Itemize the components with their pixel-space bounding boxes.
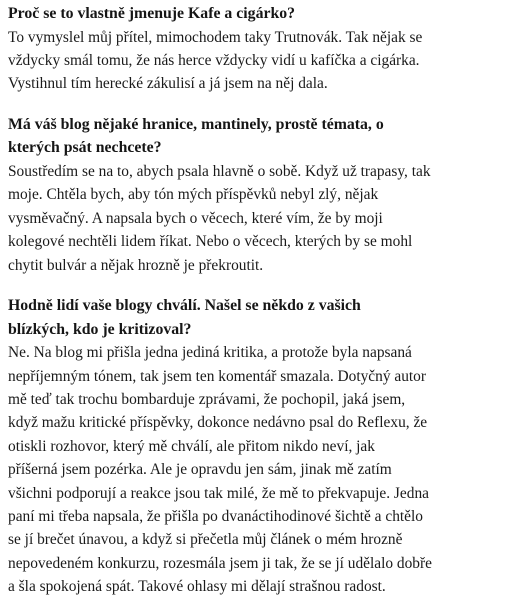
answer-line: Soustředím se na to, abych psala hlavně o sobě. Když už trapasy, tak — [8, 163, 431, 180]
answer-line: všichni podporují a reakce jsou tak milé, že mě to překvapuje. Jedna — [8, 484, 429, 502]
answer-line: moje. Chtěla bych, aby tón mých příspěvků nebyl zlý, nějak — [8, 186, 379, 204]
qa-section-2 — [8, 113, 511, 277]
answer-line: nepovedeném konkurzu, rozesmála jsem ji tak, že se jí udělalo dobře — [8, 554, 432, 572]
qa-section-3 — [8, 294, 511, 599]
interview-article — [8, 2, 511, 616]
answer-line: vždycky smál tomu, že nás herce vždycky vidí u kafíčka a cigárka. — [8, 52, 420, 69]
answer-line: se jí brečet únavou, a když si přečetla můj článek o mém hrozně — [8, 531, 403, 549]
answer-line: otiskli rozhovor, který mě chválí, ale přitom nikdo neví, jak — [8, 437, 375, 455]
question-line: blízkých, kdo je kritizoval? — [8, 320, 192, 338]
answer-line: kolegové nechtěli lidem říkat. Nebo o věcech, kterých by se mohl — [8, 233, 413, 251]
answer-line: Ne. Na blog mi přišla jedna jediná kritika, a protože byla napsaná — [8, 344, 412, 362]
answer-line: když mažu kritické příspěvky, dokonce nedávno psal do Reflexu, že — [8, 414, 428, 432]
question-heading — [8, 113, 511, 160]
answer-line: vysměvačný. A napsala bych o věcech, které vím, že by moji — [8, 209, 383, 227]
question-line: Hodně lidí vaše blogy chválí. Našel se někdo z vašich — [8, 297, 361, 315]
answer-line: chytit bulvár a nějak hrozně je překroutit. — [8, 256, 264, 274]
answer-paragraph — [8, 160, 511, 277]
question-line: Má váš blog nějaké hranice, mantinely, prostě témata, o — [8, 115, 384, 133]
answer-line: příšerná jsem pozérka. Ale je opravdu jen sám, jinak mě zatím — [8, 461, 392, 479]
answer-line: Vystihnul tím herecké zákulisí a já jsem na něj dala. — [8, 75, 328, 93]
question-heading — [8, 2, 511, 26]
answer-line: paní mi třeba napsala, že přišla po dvanáctihodinové šichtě a chtělo — [8, 508, 423, 526]
answer-line: To vymyslel můj přítel, mimochodem taky Trutnovák. Tak nějak se — [8, 28, 423, 46]
question-line: Proč se to vlastně jmenuje Kafe a cigárko? — [8, 5, 296, 22]
qa-section-1 — [8, 2, 511, 96]
answer-line: mě teď tak trochu bombarduje zprávami, že pochopil, jaká jsem, — [8, 391, 406, 409]
question-heading — [8, 294, 511, 341]
answer-line: a šla spokojená spát. Takové ohlasy mi dělají strašnou radost. — [8, 578, 386, 596]
question-line: kterých psát nechcete? — [8, 139, 162, 157]
answer-paragraph — [8, 26, 511, 96]
answer-paragraph — [8, 341, 511, 598]
answer-line: nepříjemným tónem, tak jsem ten komentář smazala. Dotyčný autor — [8, 367, 426, 385]
